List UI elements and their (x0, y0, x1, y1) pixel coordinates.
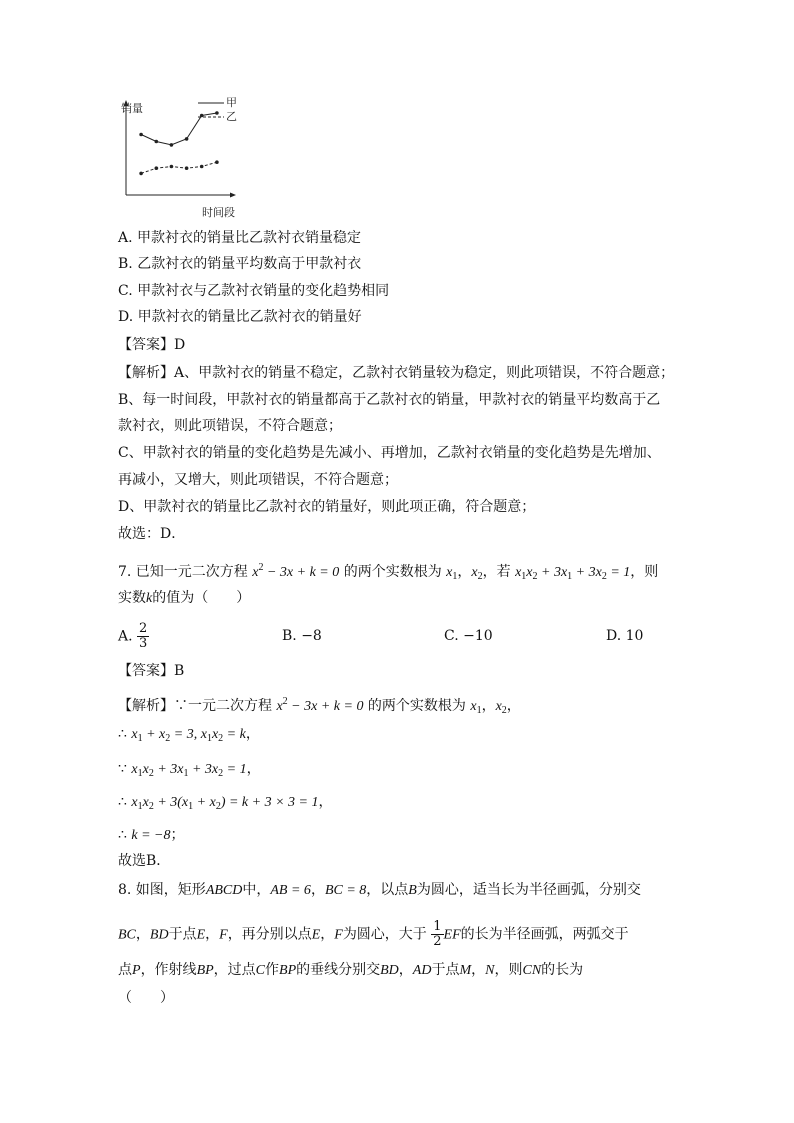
series-1-point-5 (215, 160, 219, 164)
series-0-point-5 (215, 111, 219, 115)
q7-option-c: C. −10 (444, 628, 493, 644)
q6-analysis-line-5: 再减小，又增大，则此项错误，不符合题意； (118, 472, 398, 488)
series-0-point-2 (170, 143, 174, 147)
q6-analysis-line-7: 故选：D． (118, 526, 186, 542)
q6-analysis-line-2: B、每一时间段，甲款衬衣的销量都高于乙款衬衣的销量，甲款衬衣的销量平均数高于乙 (118, 392, 661, 408)
q7-option-b: B. −8 (282, 628, 322, 644)
q6-analysis-line-1: 【解析】A、甲款衬衣的销量不稳定，乙款衬衣销量较为稳定，则此项错误，不符合题意； (118, 365, 675, 381)
q8-line-4: （ ） (118, 990, 174, 1006)
q6-analysis-line-3: 款衬衣，则此项错误，不符合题意； (118, 418, 342, 434)
q6-answer: 【答案】D (118, 337, 186, 353)
legend (198, 96, 237, 123)
q6-option-a: A. 甲款衬衣的销量比乙款衬衣销量稳定 (118, 230, 362, 246)
q7-analysis-line-2: ∴ $x_1 + x_2 = 3$, $x_1x_2 = k$， (118, 726, 260, 744)
series-0-point-4 (200, 114, 204, 118)
series-0-point-0 (139, 133, 143, 137)
series-1-point-3 (185, 166, 189, 170)
series-1-point-2 (170, 165, 174, 169)
x-axis-label: 时间段 (202, 206, 235, 219)
equation: $x^2 - 3x + k = 0$ (252, 562, 340, 580)
q8-line-2: BC，BD于点E，F，再分别以点E，F为圆心，大于 $\frac{1}{2}$ EF的长为半径画弧，两弧交于 (118, 919, 629, 949)
q7-stem-line-2: 实数k的值为（ ） (118, 590, 251, 606)
plot-area (139, 111, 218, 175)
q7-answer: 【答案】B (118, 663, 185, 679)
q7-option-a: A. $\frac{2}{3}$ (118, 621, 148, 651)
q7-final: 故选B． (118, 853, 171, 869)
q8-line-1: 8. 如图，矩形ABCD中，AB = 6，BC = 8，以点B为圆心，适当长为半径画弧，分别交 (118, 882, 641, 898)
series-line-0 (141, 113, 217, 145)
series-1-point-0 (139, 172, 143, 176)
series-1-point-1 (155, 166, 159, 170)
series-0-point-3 (185, 137, 189, 141)
sales-line-chart (118, 92, 258, 222)
q7-analysis-line-5: ∴ k = −8； (118, 827, 185, 843)
q7-analysis-line-4: ∴ $x_1x_2 + 3(x_1 + x_2) = k + 3 \times 3 = 1$， (118, 794, 333, 812)
q7-analysis-line-1: 【解析】∵一元二次方程 $x^2 - 3x + k = 0$ 的两个实数根为 $x_1$，$x_2$， (118, 696, 521, 716)
legend-series-yi: 乙 (226, 110, 237, 123)
condition: $x_1x_2 + 3x_1 + 3x_2 = 1$ (515, 565, 631, 582)
legend-series-jia: 甲 (226, 96, 237, 109)
q6-analysis-line-6: D、甲款衬衣的销量比乙款衬衣的销量好，则此项正确，符合题意； (118, 499, 536, 515)
q8-line-3: 点P，作射线BP，过点C作BP的垂线分别交BD，AD于点M，N，则CN的长为 (118, 962, 584, 978)
q7-option-d: D. 10 (606, 628, 644, 644)
series-1-point-4 (200, 165, 204, 169)
series-line-1 (141, 162, 217, 173)
series-0-point-1 (155, 140, 159, 144)
q7-analysis-line-3: ∵ $x_1x_2 + 3x_1 + 3x_2 = 1$， (118, 761, 261, 779)
y-axis-label: 销量 (121, 102, 143, 115)
q6-option-b: B. 乙款衬衣的销量平均数高于甲款衬衣 (118, 256, 362, 272)
q6-option-d: D. 甲款衬衣的销量比乙款衬衣的销量好 (118, 309, 362, 325)
q6-analysis-line-4: C、甲款衬衣的销量的变化趋势是先减小、再增加，乙款衬衣销量的变化趋势是先增加、 (118, 445, 661, 461)
q7-options (118, 621, 678, 654)
q6-option-c: C. 甲款衬衣与乙款衬衣销量的变化趋势相同 (118, 283, 390, 299)
q7-stem-line-1: 7. 已知一元二次方程 $x^2 - 3x + k = 0$ 的两个实数根为 $x_1$，$x_2$，若 $x_1x_2 + 3x_1 + 3x_2 = 1$，则 (118, 562, 659, 582)
